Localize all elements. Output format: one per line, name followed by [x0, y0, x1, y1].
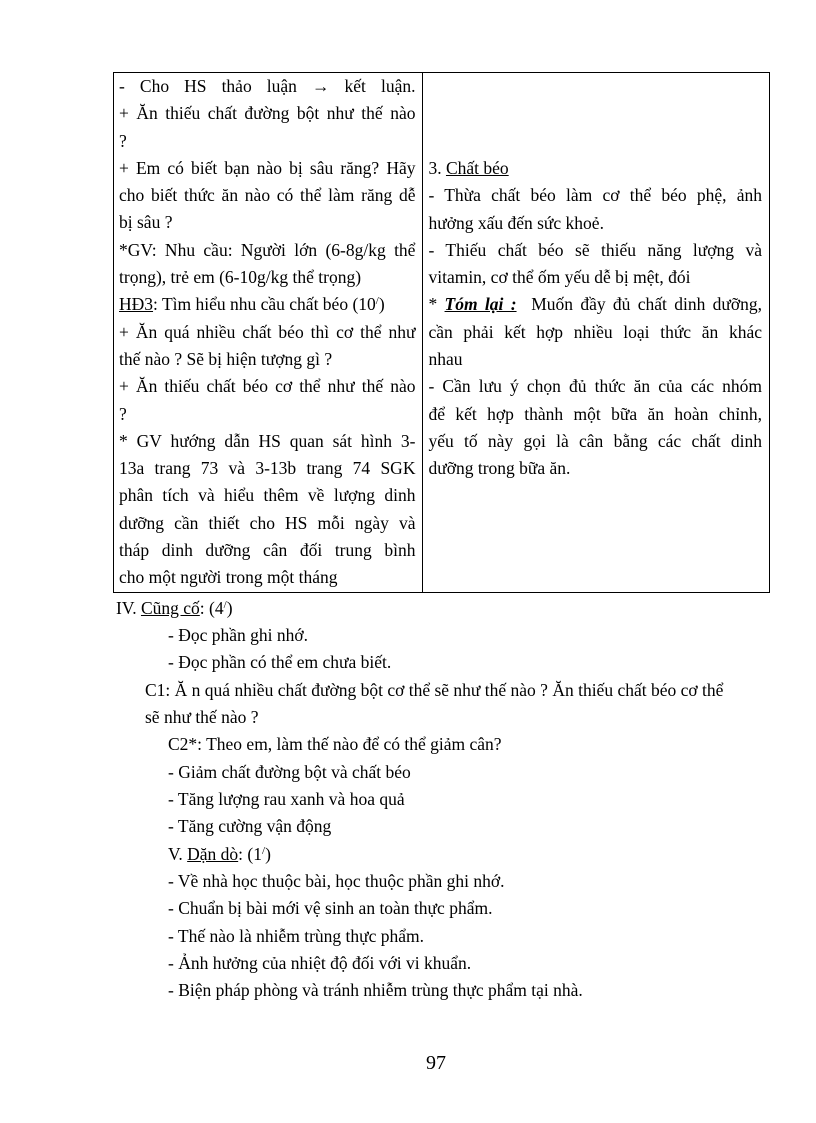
- table-line: bị sâu ?: [119, 212, 173, 233]
- table-line: - Cho HS thảo luận → kết luận.: [119, 76, 416, 96]
- answer-item: - Giảm chất đường bột và chất béo: [168, 762, 411, 782]
- question-c1-cont: sẽ như thế nào ?: [145, 707, 259, 727]
- page-number: 97: [426, 1052, 446, 1074]
- table-line: - Thừa chất béo làm cơ thể béo phệ, ảnh: [428, 185, 762, 206]
- section-v-heading: V. Dặn dò: (1/): [168, 844, 271, 864]
- table-line: thế nào ? Sẽ bị hiện tượng gì ?: [119, 348, 333, 369]
- review-item: - Đọc phần có thể em chưa biết.: [168, 652, 392, 672]
- table-line: 13a trang 73 và 3-13b trang 74 SGK: [119, 458, 416, 479]
- summary-label: Tóm lại :: [444, 294, 517, 315]
- table-line: trọng), trẻ em (6-10g/kg thể trọng): [119, 267, 362, 288]
- question-c1: C1: Ă n quá nhiều chất đường bột cơ thể sẽ như thế nào ? Ăn thiếu chất béo cơ thể: [145, 680, 724, 700]
- table-line: - Cần lưu ý chọn đủ thức ăn của các nhóm: [428, 376, 762, 397]
- table-line: cho một người trong một tháng: [119, 567, 338, 588]
- table-line: + Em có biết bạn nào bị sâu răng? Hãy: [119, 157, 416, 178]
- table-line: + Ăn thiếu chất béo cơ thể như thế nào: [119, 376, 416, 397]
- teacher-activity-column: [114, 73, 423, 593]
- homework-item: - Về nhà học thuộc bài, học thuộc phần ghi nhớ.: [168, 871, 505, 891]
- question-c2: C2*: Theo em, làm thế nào để có thể giảm cân?: [168, 734, 502, 754]
- table-line: - Thiếu chất béo sẽ thiếu năng lượng và: [428, 239, 762, 260]
- table-line: phân tích và hiểu thêm về lượng dinh: [119, 485, 416, 506]
- answer-item: - Tăng cường vận động: [168, 816, 332, 836]
- answer-item: - Tăng lượng rau xanh và hoa quả: [168, 789, 405, 809]
- review-item: - Đọc phần ghi nhớ.: [168, 625, 308, 645]
- content-column: [423, 73, 770, 593]
- table-line: *GV: Nhu cầu: Người lớn (6-8g/kg thể: [119, 239, 416, 260]
- section-iv-heading: IV. Cũng cố: (4/): [116, 598, 233, 618]
- table-line: cho biết thức ăn nào có thể làm răng dễ: [119, 185, 416, 206]
- table-line: dưỡng trong bữa ăn.: [428, 458, 571, 479]
- summary-line: * Tóm lại : Muốn đầy đủ chất dinh dưỡng,: [428, 294, 763, 315]
- table-line: ?: [119, 130, 127, 151]
- table-line: cần phải kết hợp nhiều loại thức ăn khác: [428, 321, 762, 342]
- homework-item: - Chuẩn bị bài mới vệ sinh an toàn thực phẩm.: [168, 898, 493, 918]
- homework-item: - Ảnh hưởng của nhiệt độ đối với vi khuẩn.: [168, 953, 472, 973]
- homework-item: - Biện pháp phòng và tránh nhiễm trùng thực phẩm tại nhà.: [168, 980, 583, 1000]
- homework-item: - Thế nào là nhiễm trùng thực phẩm.: [168, 926, 425, 946]
- table-line: hưởng xấu đến sức khoẻ.: [428, 212, 604, 233]
- table-line: ?: [119, 403, 127, 424]
- table-line: + Ăn quá nhiều chất béo thì cơ thể như: [119, 321, 416, 342]
- table-line: dưỡng cần thiết cho HS mỗi ngày và: [119, 512, 416, 533]
- table-line: nhau: [428, 349, 463, 370]
- table-line: để kết hợp thành một bữa ăn hoàn chỉnh,: [428, 403, 762, 424]
- table-line: yếu tố này gọi là cân bằng các chất dinh: [428, 430, 762, 451]
- activity-heading-hd3: HĐ3: Tìm hiểu nhu cầu chất béo (10/): [119, 294, 385, 315]
- table-line: * GV hướng dẫn HS quan sát hình 3-: [119, 430, 416, 451]
- table-line: + Ăn thiếu chất đường bột như thế nào: [119, 103, 416, 124]
- table-line: vitamin, cơ thể ốm yếu dễ bị mệt, đói: [428, 267, 691, 288]
- fat-heading: 3. Chất béo: [428, 158, 509, 178]
- table-line: tháp dinh dưỡng cân đối trung bình: [119, 540, 416, 561]
- lesson-table: [113, 72, 770, 593]
